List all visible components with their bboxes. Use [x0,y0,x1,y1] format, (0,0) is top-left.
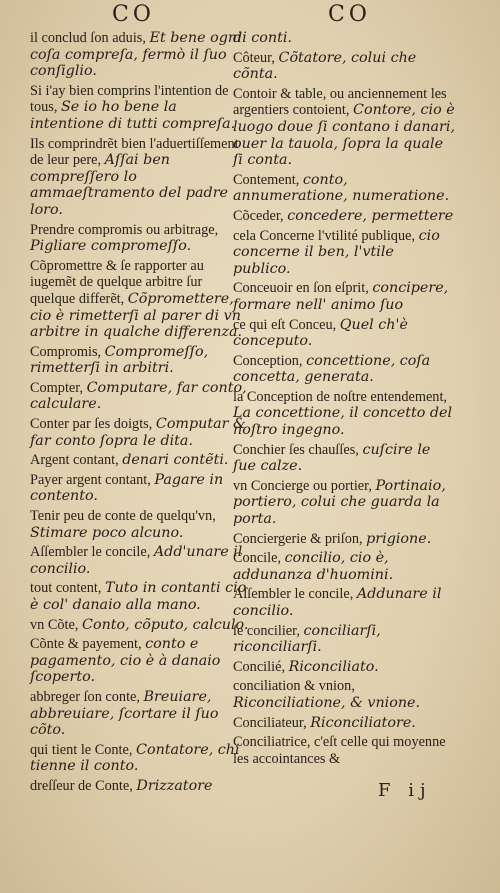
entry-french-text: Concilié, [233,658,289,675]
entry-french-text: il conclud ſon aduis, [30,30,150,46]
dictionary-entry [233,86,455,169]
dictionary-entry [233,317,455,350]
entry-french-text: Conter par ſes doigts, [30,416,156,433]
dictionary-entry [233,353,455,386]
dictionary-entry [233,734,455,767]
dictionary-entry [30,83,250,133]
entry-italian-text: conto e pagamento, cio è à danaio ſcoperto. [30,636,221,686]
entry-italian-text: conciliarſi, riconciliarſi. [233,622,381,656]
entry-french-text: Cõceder, [233,207,288,224]
entry-italian-text: La concettione, il concetto del noſtro ingegno. [233,405,453,439]
dictionary-entry [30,617,250,634]
entry-french-text: Conciliatrice, c'eſt celle qui moyenne les accointances & [233,734,446,767]
entry-french-text: Compromis, [30,343,105,360]
entry-italian-text: Compromeſſo, rimetterſi in arbitri. [30,343,209,377]
dictionary-entry [30,222,250,255]
entry-italian-text: concilio, cio è, addunanza d'huomini. [233,550,394,583]
entry-italian-text: Cõpromettere, cio è rimetterſi al parer di vn arbitre in qualche differenza. [30,290,243,341]
entry-italian-text: Breuiare, abbreuiare, ſcortare il ſuo cõto. [30,688,219,739]
dictionary-entry [233,550,455,583]
entry-italian-text: concettione, coſa concetta, generata. [233,352,431,386]
dictionary-entry [30,508,250,541]
entry-french-text: Conciliateur, [233,714,311,731]
dictionary-entry [233,442,455,475]
entry-french-text: Contoir & table, ou anciennement les argentiers contoient, [233,85,447,119]
entry-italian-text: Addunare il concilio. [233,586,442,619]
entry-french-text: Prendre compromis ou arbitrage, [30,221,219,238]
entry-french-text: ce qui eſt Conceu, [233,316,340,333]
right-column [233,30,455,770]
entry-french-text: Argent contant, [30,452,123,469]
entry-french-text: Conceuoir en ſon eſprit, [233,280,373,297]
entry-french-text: Aſſembler le concile, [30,544,154,561]
dictionary-entry [233,678,455,711]
dictionary-entry [30,544,250,577]
entry-french-text: vn Concierge ou portier, [233,477,376,494]
entry-french-text: Si i'ay bien comprins l'intention de tous, [30,82,229,116]
entry-french-text: Tenir peu de conte de quelqu'vn, [30,508,216,525]
dictionary-entry [233,478,455,528]
dictionary-entry [233,208,455,225]
entry-italian-text: Contore, cio è luogo doue ſi contano i danari, ouer la tauola, ſopra la quale ſi conta. [233,102,455,169]
signature-mark: F ij [378,780,432,801]
entry-italian-text: Portinaio, portiero, colui che guarda la porta. [233,477,446,528]
running-head-left: CO [112,2,155,27]
entry-french-text: qui tient le Conte, [30,741,137,758]
dictionary-entry [233,623,455,656]
entry-french-text: conciliation & vnion, [233,678,355,695]
dictionary-entry [30,30,250,80]
dictionary-entry [233,50,455,83]
entry-italian-text: prigione. [366,530,432,547]
dictionary-entry [30,380,250,413]
entry-italian-text: conto, annumeratione, numeratione. [233,171,450,205]
entry-french-text: ſe concilier, [233,622,304,639]
dictionary-entry [233,280,455,313]
entry-italian-text: Cõtatore, colui che cõnta. [233,49,417,83]
entry-italian-text: Quel ch'è conceputo. [233,316,408,350]
entry-french-text: Cõnte & payement, [30,636,146,653]
entry-italian-text: Stimare poco alcuno. [30,524,184,541]
entry-italian-text: Computar & far conto ſopra le dita. [30,416,246,449]
entry-italian-text: denari contẽti. [122,452,229,469]
entry-italian-text: Riconciliatione, & vnione. [233,694,421,711]
entry-italian-text: cuſcire le ſue calze. [233,441,431,475]
entry-italian-text: di conti. [233,30,292,46]
entry-french-text: abbreger ſon conte, [30,688,144,705]
entry-italian-text: Riconciliatore. [310,714,416,731]
dictionary-entry [233,172,455,205]
dictionary-entry [233,715,455,732]
dictionary-entry [30,344,250,377]
dictionary-entry [30,452,250,469]
entry-italian-text: Pigliare compromeſſo. [30,238,192,255]
entry-french-text: Conchier ſes chauſſes, [233,441,363,458]
entry-italian-text: Contatore, chi tienne il conto. [30,741,240,775]
entry-french-text: vn Cõte, [30,616,83,633]
dictionary-entry [233,586,455,619]
dictionary-entry [233,531,455,548]
entry-french-text: Côteur, [233,49,279,66]
entry-italian-text: Pagare in contento. [30,471,224,505]
entry-french-text: Ils comprindrẽt bien l'aduertiſſement de leur pere, [30,135,239,169]
entry-italian-text: Computare, far conto, calculare. [30,379,247,413]
entry-french-text: Concile, [233,550,285,567]
entry-french-text: dreſſeur de Conte, [30,777,137,794]
dictionary-entry [30,258,250,341]
dictionary-entry [30,580,250,613]
dictionary-entry [233,228,455,278]
dictionary-entry [30,742,250,775]
entry-italian-text: cio concerne il ben, l'vtile publico. [233,227,440,277]
entry-italian-text: Et bene ogni coſa compreſa, fermò il ſuo conſiglio. [30,30,242,80]
entry-french-text: Cõpromettre & ſe rapporter au iugemẽt de quelque arbitre ſur quelque differẽt, [30,257,204,307]
entry-french-text: Conception, [233,352,307,369]
entry-italian-text: Conto, cõputo, calculo. [82,616,249,633]
dictionary-entry [30,778,250,795]
dictionary-entry [233,659,455,676]
running-head-right: CO [328,2,371,27]
entry-italian-text: concipere, formare nell' animo ſuo [233,280,449,313]
dictionary-entry [233,30,455,47]
entry-french-text: Conciergerie & priſon, [233,530,367,547]
entry-french-text: Payer argent contant, [30,471,155,488]
entry-italian-text: concedere, permettere [287,207,454,224]
dictionary-entry [30,472,250,505]
entry-french-text: cela Concerne l'vtilité publique, [233,227,419,244]
entry-italian-text: Drizzatore [136,777,213,794]
dictionary-entry [30,636,250,686]
entry-french-text: Aſſembler le concile, [233,586,357,603]
entry-italian-text: Riconciliato. [288,658,379,675]
dictionary-entry [30,689,250,739]
entry-italian-text: Se io ho bene la intentione di tutti compreſa. [30,99,236,132]
entry-italian-text: Tuto in contanti cio è col' danaio alla mano. [30,580,247,613]
dictionary-entry [233,389,455,439]
entry-italian-text: Add'unare il concilio. [30,544,243,577]
entry-french-text: Contement, [233,171,303,188]
left-column [30,30,250,798]
entry-italian-text: Aſſai ben compreſſero lo ammaeſtramento del padre loro. [30,152,228,218]
entry-french-text: Compter, [30,379,87,396]
dictionary-entry [30,416,250,449]
dictionary-entry [30,136,250,219]
entry-french-text: tout content, [30,580,106,597]
entry-french-text: la Conception de noſtre entendement, [233,388,447,405]
